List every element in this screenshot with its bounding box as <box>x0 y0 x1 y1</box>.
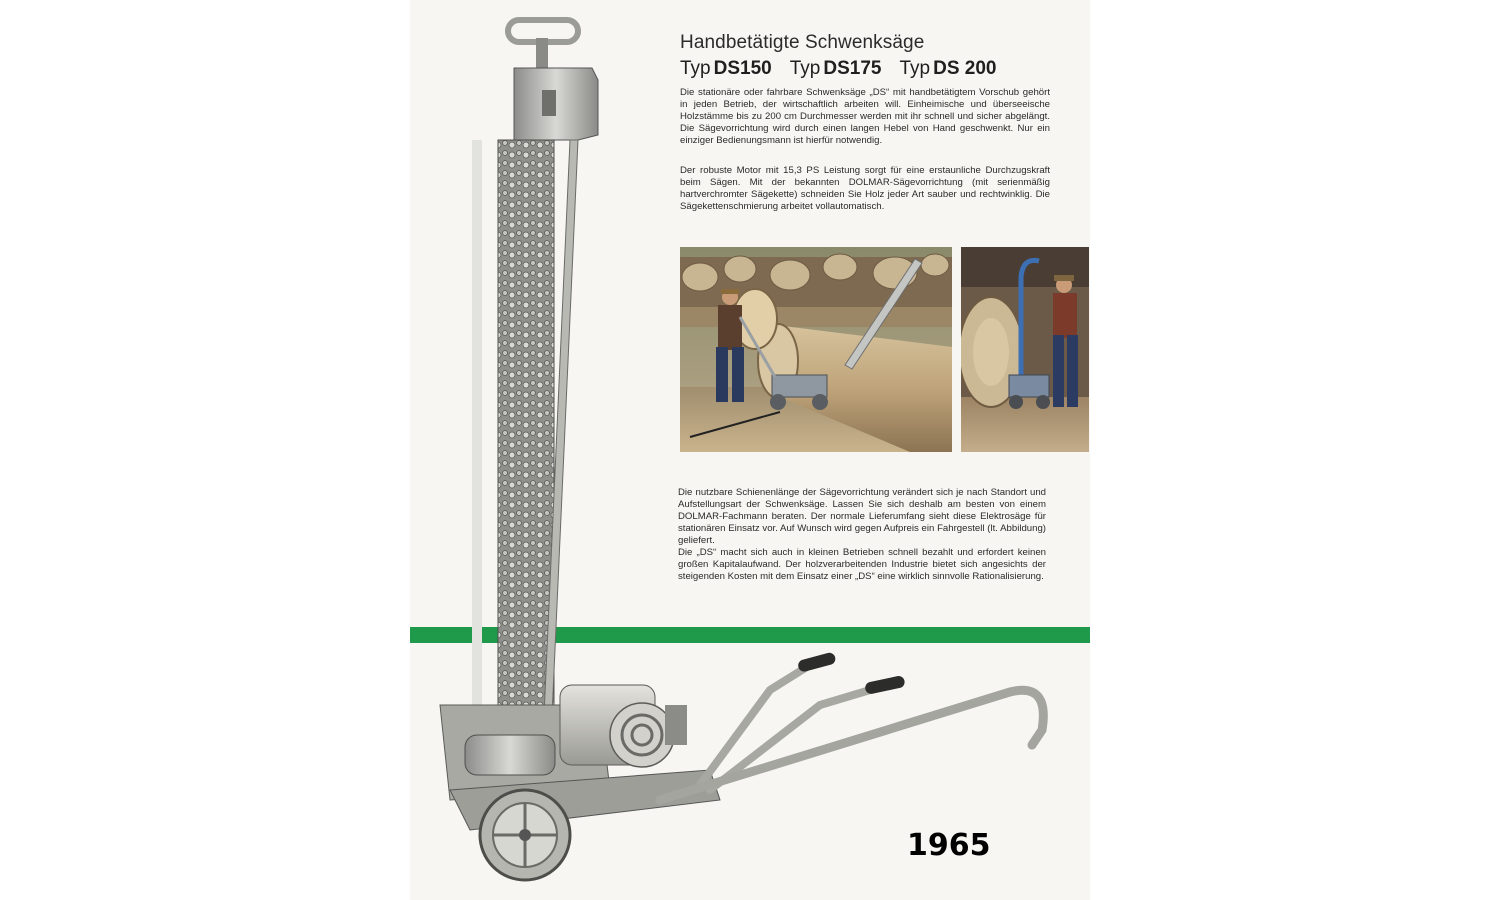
swing-saw-illustration <box>410 0 1090 900</box>
model-type-ds150: Typ DS150 <box>680 58 772 79</box>
investment-paragraph: Die „DS“ macht sich auch in kleinen Betrieben schnell bezahlt und erfordert keinen großen Kapitalaufwand. Der holzverarbeitenden Industrie bietet sich angesichts der steigenden Kosten mit dem Einsatz einer „DS“ eine wirklich sinnvolle Rationalisierung. <box>678 547 1046 582</box>
model-type-ds175: Typ DS175 <box>789 58 882 79</box>
intro-paragraph: Die stationäre oder fahrbare Schwenksäge „DS“ mit handbetätigtem Vorschub gehört in jeden Betrieb, der wirtschaftlich arbeiten will. Einheimische und überseeische Holzstämme bis zu 200 cm Durchmesser werden mit ihr schnell und sicher abgelängt. Die Sägevorrichtung wird durch einen langen Hebel von Hand geschwenkt. Nur ein einziger Bedienungsmann ist hierfür notwendig. <box>680 87 1050 146</box>
model-type-ds200: Typ DS 200 <box>899 58 997 79</box>
motor-paragraph: Der robuste Motor mit 15,3 PS Leistung sorgt für eine erstaunliche Durchzugskraft beim Sägen. Mit der bekannten DOLMAR-Sägevorrichtung (mit serienmäßig hartverchromter Sägekette) schneiden Sie Holz jeder Art sauber und rechtwinklig. Die Sägekettenschmierung arbeitet vollautomatisch. <box>680 165 1050 212</box>
brochure-heading: Handbetätigte Schwenksäge <box>680 32 925 53</box>
rail-length-paragraph: Die nutzbare Schienenlänge der Sägevorrichtung verändert sich je nach Standort und Aufstellungsart der Schwenksäge. Lassen Sie sich deshalb am besten von einem DOLMAR-Fachmann beraten. Der normale Lieferumfang sieht diese Elektrosäge für stationären Einsatz vor. Auf Wunsch wird gegen Aufpreis ein Fahrgestell (lt. Abbildung) geliefert. <box>678 487 1046 546</box>
year-label: 1965 <box>907 828 991 863</box>
